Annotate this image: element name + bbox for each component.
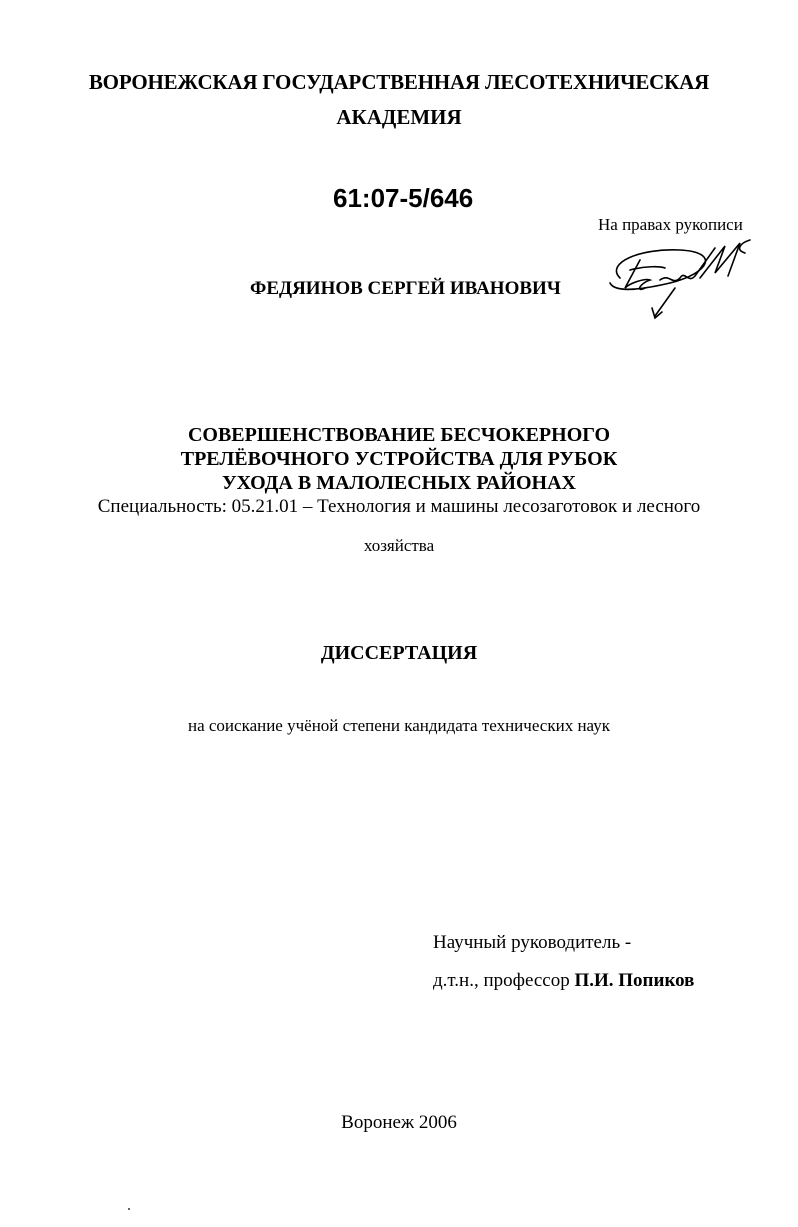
dissertation-title-line: УХОДА В МАЛОЛЕСНЫХ РАЙОНАХ	[222, 472, 576, 494]
catalog-code: 61:07-5/646	[333, 183, 474, 213]
supervisor-name: П.И. Попиков	[574, 970, 695, 991]
manuscript-rights-note: На правах рукописи	[598, 215, 743, 234]
specialty-line1: Специальность: 05.21.01 – Технология и машины лесозаготовок и лесного	[97, 496, 701, 517]
institution-name-line2: АКАДЕМИЯ	[336, 105, 462, 129]
dissertation-title-line: ТРЕЛЁВОЧНОГО УСТРОЙСТВА ДЛЯ РУБОК	[180, 448, 618, 470]
specialty-line2: хозяйства	[363, 536, 435, 555]
document-type: ДИССЕРТАЦИЯ	[320, 642, 478, 664]
degree-statement: на соискание учёной степени кандидата технических наук	[187, 716, 610, 735]
city-year: Воронеж 2006	[341, 1112, 457, 1133]
signature-icon	[600, 238, 760, 323]
dissertation-title-line: СОВЕРШЕНСТВОВАНИЕ БЕСЧОКЕРНОГО	[187, 424, 611, 446]
institution-name-line1: ВОРОНЕЖСКАЯ ГОСУДАРСТВЕННАЯ ЛЕСОТЕХНИЧЕСКАЯ	[88, 70, 710, 94]
author-name: ФЕДЯИНОВ СЕРГЕЙ ИВАНОВИЧ	[250, 278, 561, 299]
supervisor-title: д.т.н., профессор	[433, 970, 575, 991]
supervisor-line	[433, 970, 694, 992]
scan-speck	[128, 1208, 130, 1210]
supervisor-label: Научный руководитель -	[433, 932, 632, 953]
